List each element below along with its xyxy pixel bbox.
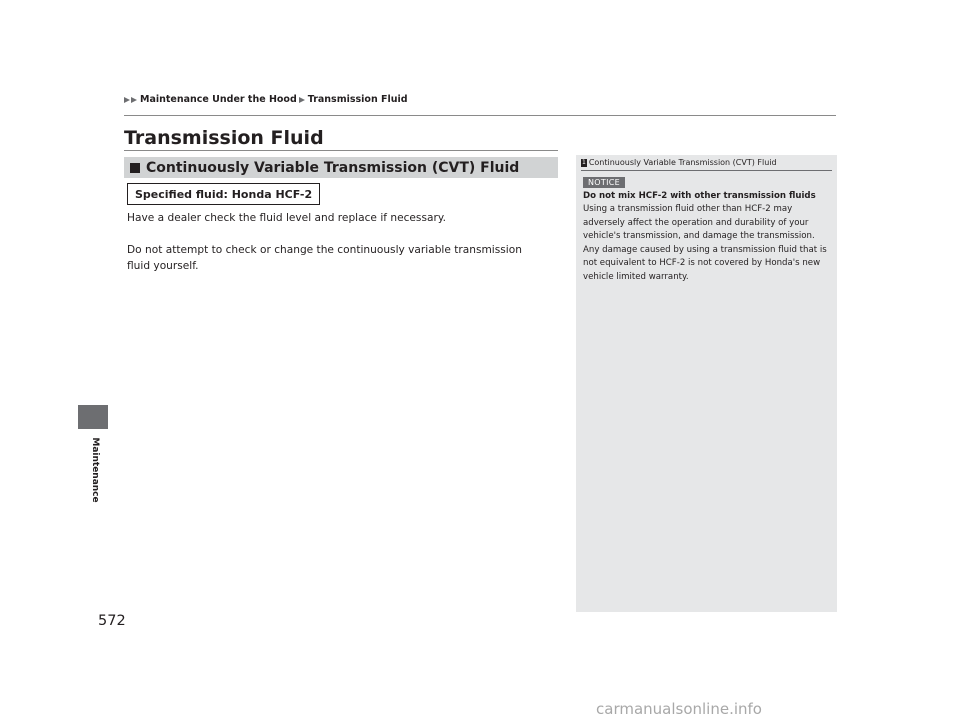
sidebar-header-text: Continuously Variable Transmission (CVT) Fluid	[588, 158, 777, 167]
section-heading	[124, 157, 558, 178]
breadcrumb-arrow-icon	[124, 97, 130, 103]
breadcrumb	[124, 94, 408, 105]
specified-fluid-box: Specified fluid: Honda HCF-2	[127, 183, 320, 205]
title-divider	[124, 150, 558, 151]
body-paragraph-1: Have a dealer check the fluid level and replace if necessary.	[127, 212, 446, 224]
watermark: carmanualsonline.info	[596, 700, 762, 718]
page-number: 572	[98, 613, 126, 629]
chapter-label: Maintenance	[90, 437, 100, 503]
breadcrumb-current: Transmission Fluid	[307, 94, 408, 105]
breadcrumb-parent-link[interactable]: Maintenance Under the Hood	[140, 94, 297, 105]
sidebar-divider	[581, 170, 832, 171]
notice-body: Using a transmission fluid other than HCF-2 may adversely affect the operation and durability of your vehicle's transmission, and damage the transmission. Any damage caused by using a transmission fluid that is not equivalent to HCF-2 is not covered by Honda's new vehicle limited warranty.	[583, 204, 827, 282]
page-title: Transmission Fluid	[124, 127, 324, 149]
chapter-tab[interactable]	[78, 405, 108, 429]
sidebar-header[interactable]	[581, 158, 777, 167]
notice-badge: NOTICE	[583, 177, 625, 188]
section-heading-text: Continuously Variable Transmission (CVT) Fluid	[146, 159, 520, 176]
sidebar-note	[576, 155, 837, 612]
reference-number-icon: 1	[582, 158, 586, 166]
breadcrumb-arrow-icon	[131, 97, 137, 103]
breadcrumb-arrow-icon	[299, 97, 305, 103]
notice-heading: Do not mix HCF-2 with other transmission fluids	[583, 191, 816, 201]
body-paragraph-2: Do not attempt to check or change the continuously variable transmission fluid yourself.	[127, 244, 522, 272]
header-divider	[124, 115, 836, 116]
section-square-icon	[130, 163, 140, 173]
